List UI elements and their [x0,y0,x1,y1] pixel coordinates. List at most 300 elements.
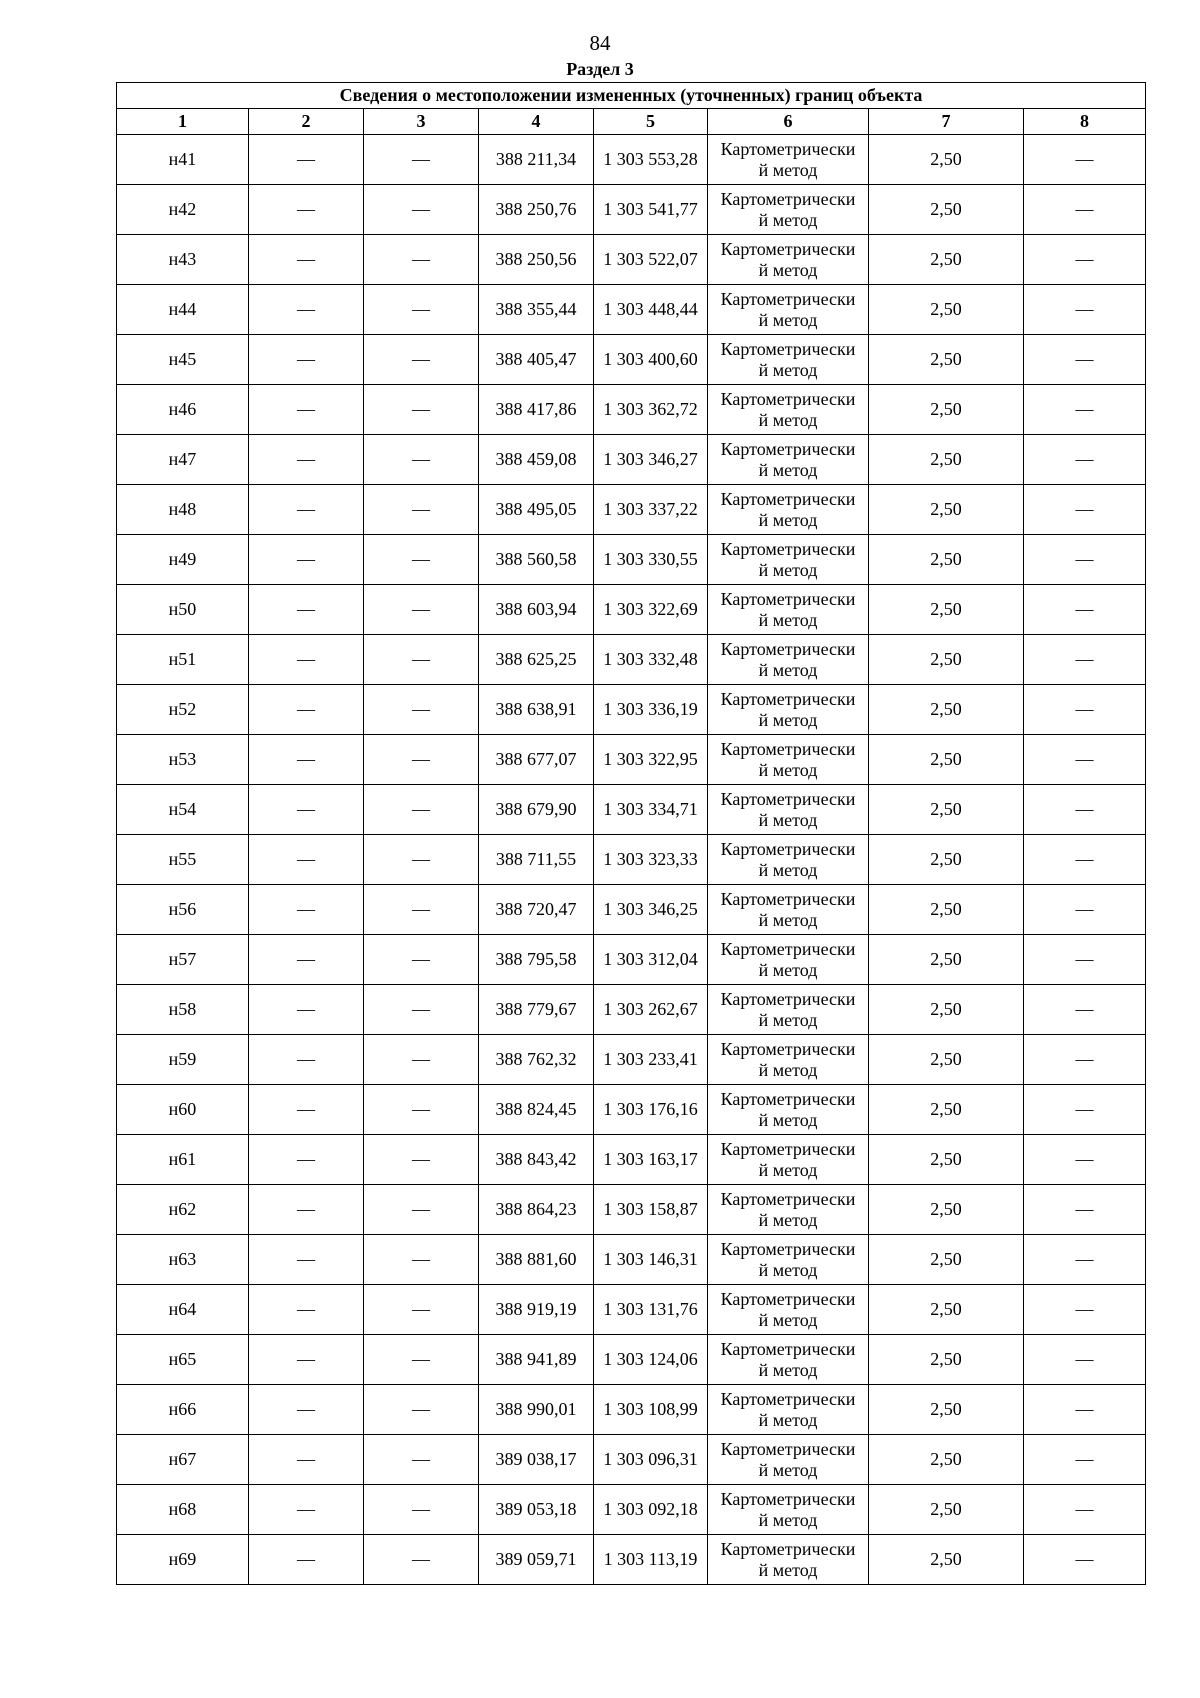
column-header-8: 8 [1024,109,1146,135]
column-8-cell: — [1024,185,1146,235]
table-row [117,835,1146,885]
x-coordinate-cell: 388 211,34 [479,135,594,185]
point-id-cell: н59 [117,1035,249,1085]
method-line-2: й метод [758,209,818,230]
y-coordinate-cell: 1 303 522,07 [594,235,708,285]
method-line-2: й метод [758,1209,818,1230]
method-line-1: Картометрически [720,738,856,759]
method-line-2: й метод [758,659,818,680]
y-coordinate-cell: 1 303 336,19 [594,685,708,735]
x-coordinate-cell: 388 625,25 [479,635,594,685]
table-row [117,1235,1146,1285]
method-cell [708,435,869,485]
point-id-cell: н45 [117,335,249,385]
column-2-cell: — [249,1185,364,1235]
y-coordinate-cell: 1 303 541,77 [594,185,708,235]
x-coordinate-cell: 388 843,42 [479,1135,594,1185]
column-3-cell: — [364,535,479,585]
column-2-cell: — [249,1535,364,1585]
method-line-2: й метод [758,609,818,630]
column-8-cell: — [1024,1535,1146,1585]
column-3-cell: — [364,835,479,885]
column-8-cell: — [1024,735,1146,785]
y-coordinate-cell: 1 303 163,17 [594,1135,708,1185]
column-2-cell: — [249,1135,364,1185]
x-coordinate-cell: 388 495,05 [479,485,594,535]
point-id-cell: н46 [117,385,249,435]
table-row [117,485,1146,535]
method-line-1: Картометрически [720,1088,856,1109]
method-line-2: й метод [758,1059,818,1080]
column-3-cell: — [364,1085,479,1135]
method-cell [708,135,869,185]
accuracy-cell: 2,50 [869,235,1024,285]
table-row [117,335,1146,385]
y-coordinate-cell: 1 303 322,69 [594,585,708,635]
y-coordinate-cell: 1 303 346,27 [594,435,708,485]
method-line-2: й метод [758,459,818,480]
method-cell [708,1085,869,1135]
table-row [117,385,1146,435]
method-cell [708,1235,869,1285]
y-coordinate-cell: 1 303 092,18 [594,1485,708,1535]
method-line-2: й метод [758,259,818,280]
accuracy-cell: 2,50 [869,1485,1024,1535]
column-2-cell: — [249,135,364,185]
column-3-cell: — [364,735,479,785]
method-cell [708,1435,869,1485]
method-line-1: Картометрически [720,1388,856,1409]
accuracy-cell: 2,50 [869,835,1024,885]
boundary-coordinates-table [116,82,1146,1585]
method-cell [708,1035,869,1085]
x-coordinate-cell: 388 417,86 [479,385,594,435]
table-row [117,635,1146,685]
y-coordinate-cell: 1 303 322,95 [594,735,708,785]
accuracy-cell: 2,50 [869,985,1024,1035]
column-2-cell: — [249,985,364,1035]
method-line-2: й метод [758,909,818,930]
column-3-cell: — [364,235,479,285]
table-header-row [117,109,1146,135]
method-cell [708,335,869,385]
table-row [117,1185,1146,1235]
x-coordinate-cell: 388 355,44 [479,285,594,335]
y-coordinate-cell: 1 303 337,22 [594,485,708,535]
accuracy-cell: 2,50 [869,635,1024,685]
method-line-2: й метод [758,359,818,380]
column-3-cell: — [364,785,479,835]
column-3-cell: — [364,335,479,385]
column-2-cell: — [249,735,364,785]
point-id-cell: н60 [117,1085,249,1135]
method-line-2: й метод [758,1259,818,1280]
y-coordinate-cell: 1 303 096,31 [594,1435,708,1485]
method-line-2: й метод [758,809,818,830]
method-line-1: Картометрически [720,788,856,809]
method-cell [708,485,869,535]
column-3-cell: — [364,1035,479,1085]
y-coordinate-cell: 1 303 448,44 [594,285,708,335]
y-coordinate-cell: 1 303 330,55 [594,535,708,585]
method-line-2: й метод [758,1509,818,1530]
table-row [117,735,1146,785]
method-line-1: Картометрически [720,988,856,1009]
x-coordinate-cell: 388 250,76 [479,185,594,235]
table-row [117,135,1146,185]
method-line-1: Картометрически [720,238,856,259]
table-row [117,785,1146,835]
table-row [117,435,1146,485]
method-line-1: Картометрически [720,438,856,459]
method-cell [708,735,869,785]
x-coordinate-cell: 388 881,60 [479,1235,594,1285]
method-cell [708,1485,869,1535]
method-line-1: Картометрически [720,1338,856,1359]
y-coordinate-cell: 1 303 323,33 [594,835,708,885]
method-line-1: Картометрически [720,338,856,359]
y-coordinate-cell: 1 303 176,16 [594,1085,708,1135]
point-id-cell: н61 [117,1135,249,1185]
accuracy-cell: 2,50 [869,1285,1024,1335]
point-id-cell: н57 [117,935,249,985]
method-line-1: Картометрически [720,588,856,609]
y-coordinate-cell: 1 303 553,28 [594,135,708,185]
point-id-cell: н68 [117,1485,249,1535]
column-2-cell: — [249,1235,364,1285]
column-2-cell: — [249,535,364,585]
column-header-6: 6 [708,109,869,135]
method-line-2: й метод [758,1359,818,1380]
point-id-cell: н48 [117,485,249,535]
point-id-cell: н69 [117,1535,249,1585]
column-2-cell: — [249,1335,364,1385]
accuracy-cell: 2,50 [869,435,1024,485]
accuracy-cell: 2,50 [869,1435,1024,1485]
column-3-cell: — [364,585,479,635]
column-2-cell: — [249,1085,364,1135]
method-line-1: Картометрически [720,888,856,909]
column-3-cell: — [364,935,479,985]
x-coordinate-cell: 388 762,32 [479,1035,594,1085]
x-coordinate-cell: 389 053,18 [479,1485,594,1535]
column-8-cell: — [1024,285,1146,335]
point-id-cell: н43 [117,235,249,285]
x-coordinate-cell: 388 941,89 [479,1335,594,1385]
column-8-cell: — [1024,385,1146,435]
column-3-cell: — [364,1485,479,1535]
column-3-cell: — [364,985,479,1035]
method-line-2: й метод [758,959,818,980]
column-3-cell: — [364,1135,479,1185]
column-header-5: 5 [594,109,708,135]
method-line-2: й метод [758,1109,818,1130]
method-cell [708,835,869,885]
table-row [117,585,1146,635]
method-cell [708,285,869,335]
column-2-cell: — [249,485,364,535]
column-3-cell: — [364,1185,479,1235]
table-row [117,1135,1146,1185]
table-row [117,885,1146,935]
accuracy-cell: 2,50 [869,135,1024,185]
x-coordinate-cell: 388 560,58 [479,535,594,585]
point-id-cell: н41 [117,135,249,185]
method-line-1: Картометрически [720,1438,856,1459]
table-row [117,535,1146,585]
x-coordinate-cell: 388 711,55 [479,835,594,885]
accuracy-cell: 2,50 [869,1535,1024,1585]
column-3-cell: — [364,1435,479,1485]
method-line-1: Картометрически [720,1188,856,1209]
x-coordinate-cell: 388 795,58 [479,935,594,985]
y-coordinate-cell: 1 303 400,60 [594,335,708,385]
method-cell [708,1185,869,1235]
column-8-cell: — [1024,1485,1146,1535]
method-line-2: й метод [758,1459,818,1480]
column-3-cell: — [364,635,479,685]
table-caption-row [117,83,1146,109]
column-2-cell: — [249,435,364,485]
column-8-cell: — [1024,885,1146,935]
accuracy-cell: 2,50 [869,785,1024,835]
method-line-1: Картометрически [720,1138,856,1159]
column-2-cell: — [249,1385,364,1435]
column-2-cell: — [249,835,364,885]
accuracy-cell: 2,50 [869,1385,1024,1435]
x-coordinate-cell: 388 405,47 [479,335,594,385]
point-id-cell: н63 [117,1235,249,1285]
method-line-1: Картометрически [720,188,856,209]
column-8-cell: — [1024,335,1146,385]
table-row [117,1285,1146,1335]
y-coordinate-cell: 1 303 131,76 [594,1285,708,1335]
accuracy-cell: 2,50 [869,1235,1024,1285]
method-line-1: Картометрически [720,838,856,859]
accuracy-cell: 2,50 [869,285,1024,335]
column-3-cell: — [364,885,479,935]
column-2-cell: — [249,385,364,435]
table-row [117,1035,1146,1085]
section-title: Раздел 3 [566,59,634,79]
table-body [117,135,1146,1585]
column-2-cell: — [249,585,364,635]
method-line-1: Картометрически [720,1538,856,1559]
method-line-1: Картометрически [720,488,856,509]
page-number: 84 [589,31,611,55]
method-line-1: Картометрически [720,1238,856,1259]
method-cell [708,585,869,635]
column-2-cell: — [249,1485,364,1535]
method-line-2: й метод [758,1009,818,1030]
column-2-cell: — [249,285,364,335]
table-row [117,1435,1146,1485]
table-row [117,935,1146,985]
method-line-1: Картометрически [720,538,856,559]
y-coordinate-cell: 1 303 158,87 [594,1185,708,1235]
method-line-1: Картометрически [720,688,856,709]
column-8-cell: — [1024,435,1146,485]
y-coordinate-cell: 1 303 262,67 [594,985,708,1035]
method-line-1: Картометрически [720,638,856,659]
method-line-2: й метод [758,509,818,530]
point-id-cell: н52 [117,685,249,735]
column-8-cell: — [1024,785,1146,835]
column-3-cell: — [364,1235,479,1285]
method-cell [708,935,869,985]
table-row [117,185,1146,235]
column-2-cell: — [249,785,364,835]
y-coordinate-cell: 1 303 362,72 [594,385,708,435]
method-cell [708,985,869,1035]
table-row [117,1535,1146,1585]
accuracy-cell: 2,50 [869,735,1024,785]
column-3-cell: — [364,435,479,485]
table-caption: Сведения о местоположении измененных (уточненных) границ объекта [117,83,1146,109]
accuracy-cell: 2,50 [869,485,1024,535]
x-coordinate-cell: 388 638,91 [479,685,594,735]
y-coordinate-cell: 1 303 334,71 [594,785,708,835]
column-8-cell: — [1024,135,1146,185]
accuracy-cell: 2,50 [869,535,1024,585]
column-2-cell: — [249,1285,364,1335]
method-line-2: й метод [758,559,818,580]
method-line-2: й метод [758,309,818,330]
method-line-1: Картометрически [720,138,856,159]
point-id-cell: н56 [117,885,249,935]
point-id-cell: н62 [117,1185,249,1235]
column-2-cell: — [249,685,364,735]
accuracy-cell: 2,50 [869,335,1024,385]
table-row [117,1485,1146,1535]
method-line-2: й метод [758,1309,818,1330]
column-8-cell: — [1024,1185,1146,1235]
point-id-cell: н64 [117,1285,249,1335]
column-8-cell: — [1024,585,1146,635]
method-cell [708,1285,869,1335]
x-coordinate-cell: 388 459,08 [479,435,594,485]
column-header-2: 2 [249,109,364,135]
column-8-cell: — [1024,485,1146,535]
point-id-cell: н65 [117,1335,249,1385]
method-cell [708,1335,869,1385]
x-coordinate-cell: 388 824,45 [479,1085,594,1135]
y-coordinate-cell: 1 303 233,41 [594,1035,708,1085]
y-coordinate-cell: 1 303 108,99 [594,1385,708,1435]
accuracy-cell: 2,50 [869,185,1024,235]
method-cell [708,385,869,435]
column-8-cell: — [1024,1135,1146,1185]
method-line-2: й метод [758,859,818,880]
column-3-cell: — [364,285,479,335]
point-id-cell: н53 [117,735,249,785]
y-coordinate-cell: 1 303 346,25 [594,885,708,935]
x-coordinate-cell: 388 779,67 [479,985,594,1035]
column-header-3: 3 [364,109,479,135]
method-cell [708,535,869,585]
method-line-1: Картометрически [720,288,856,309]
column-header-1: 1 [117,109,249,135]
method-line-1: Картометрически [720,1288,856,1309]
method-line-1: Картометрически [720,388,856,409]
column-8-cell: — [1024,1435,1146,1485]
column-3-cell: — [364,1335,479,1385]
table-row [117,1085,1146,1135]
column-2-cell: — [249,1435,364,1485]
x-coordinate-cell: 388 679,90 [479,785,594,835]
accuracy-cell: 2,50 [869,1135,1024,1185]
column-3-cell: — [364,1285,479,1335]
x-coordinate-cell: 388 864,23 [479,1185,594,1235]
method-cell [708,685,869,735]
column-3-cell: — [364,685,479,735]
accuracy-cell: 2,50 [869,885,1024,935]
accuracy-cell: 2,50 [869,385,1024,435]
column-8-cell: — [1024,985,1146,1035]
method-line-2: й метод [758,1159,818,1180]
column-8-cell: — [1024,935,1146,985]
x-coordinate-cell: 388 720,47 [479,885,594,935]
point-id-cell: н47 [117,435,249,485]
accuracy-cell: 2,50 [869,585,1024,635]
method-cell [708,1535,869,1585]
point-id-cell: н44 [117,285,249,335]
column-8-cell: — [1024,1235,1146,1285]
column-2-cell: — [249,335,364,385]
point-id-cell: н54 [117,785,249,835]
column-2-cell: — [249,235,364,285]
method-cell [708,235,869,285]
table-row [117,1335,1146,1385]
column-2-cell: — [249,185,364,235]
x-coordinate-cell: 388 919,19 [479,1285,594,1335]
point-id-cell: н42 [117,185,249,235]
column-8-cell: — [1024,1335,1146,1385]
x-coordinate-cell: 389 059,71 [479,1535,594,1585]
column-2-cell: — [249,1035,364,1085]
table-row [117,1385,1146,1435]
x-coordinate-cell: 388 677,07 [479,735,594,785]
method-line-2: й метод [758,1409,818,1430]
column-8-cell: — [1024,1035,1146,1085]
accuracy-cell: 2,50 [869,1085,1024,1135]
point-id-cell: н67 [117,1435,249,1485]
method-line-2: й метод [758,759,818,780]
y-coordinate-cell: 1 303 332,48 [594,635,708,685]
point-id-cell: н58 [117,985,249,1035]
accuracy-cell: 2,50 [869,1185,1024,1235]
column-8-cell: — [1024,835,1146,885]
table-row [117,685,1146,735]
point-id-cell: н55 [117,835,249,885]
column-header-4: 4 [479,109,594,135]
method-line-2: й метод [758,159,818,180]
column-8-cell: — [1024,535,1146,585]
column-8-cell: — [1024,235,1146,285]
method-line-2: й метод [758,1559,818,1580]
accuracy-cell: 2,50 [869,1035,1024,1085]
column-3-cell: — [364,485,479,535]
method-line-2: й метод [758,409,818,430]
method-cell [708,185,869,235]
method-cell [708,635,869,685]
column-2-cell: — [249,935,364,985]
table-row [117,235,1146,285]
y-coordinate-cell: 1 303 312,04 [594,935,708,985]
column-3-cell: — [364,185,479,235]
method-cell [708,785,869,835]
column-3-cell: — [364,135,479,185]
